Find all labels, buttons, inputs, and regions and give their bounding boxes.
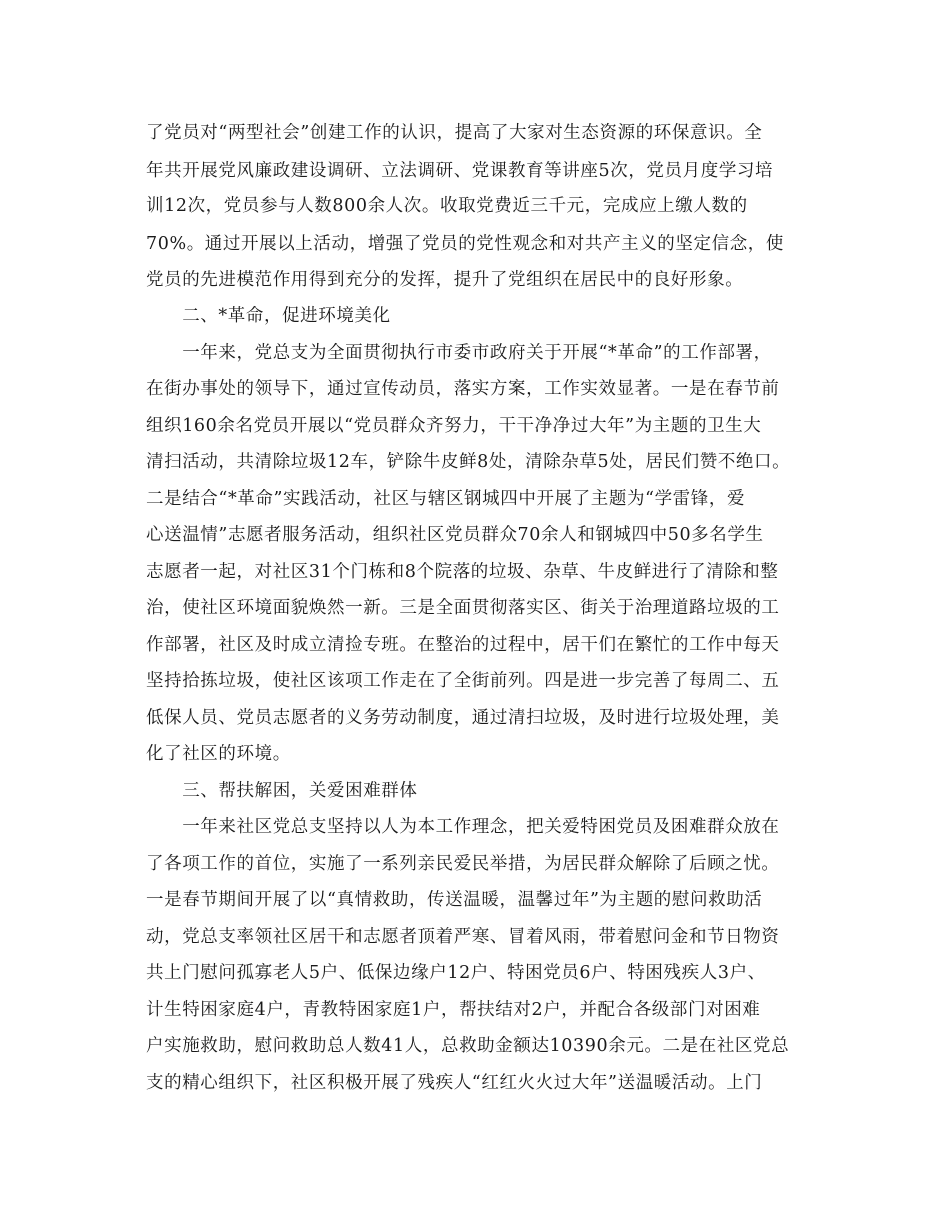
text-line: 动，党总支率领社区居干和志愿者顶着严寒、冒着风雨，带着慰问金和节日物资 — [146, 927, 780, 947]
text-line: 共上门慰问孤寡老人5户、低保边缘户12户、特困党员6户、特困残疾人3户、 — [146, 963, 766, 983]
text-line: 户实施救助，慰问救助总人数41人，总救助金额达10390余元。二是在社区党总 — [146, 1036, 790, 1056]
text-line: 支的精心组织下，社区积极开展了残疾人“红红火火过大年”送温暖活动。上门 — [146, 1073, 763, 1093]
text-line: 组织160余名党员开展以“党员群众齐努力，干干净净过大年”为主题的卫生大 — [146, 416, 762, 436]
text-line: 一年来社区党总支坚持以人为本工作理念，把关爱特困党员及困难群众放在 — [146, 817, 780, 837]
text-line: 了党员对“两型社会”创建工作的认识，提高了大家对生态资源的环保意识。全 — [146, 123, 763, 143]
text-line: 年共开展党风廉政建设调研、立法调研、党课教育等讲座5次，党员月度学习培 — [146, 161, 774, 181]
text-line: 治，使社区环境面貌焕然一新。三是全面贯彻落实区、街关于治理道路垃圾的工 — [146, 598, 780, 618]
text-line: 在街办事处的领导下，通过宣传动员，落实方案，工作实效显著。一是在春节前 — [146, 379, 780, 399]
text-line: 心送温情”志愿者服务活动，组织社区党员群众70余人和钢城四中50多名学生 — [146, 525, 764, 545]
text-line: 二是结合“*革命”实践活动，社区与辖区钢城四中开展了主题为“学雷锋，爱 — [146, 489, 746, 509]
text-line: 了各项工作的首位，实施了一系列亲民爱民举措，为居民群众解除了后顾之忧。 — [146, 854, 780, 874]
text-line: 化了社区的环境。 — [146, 744, 291, 764]
text-line: 一年来，党总支为全面贯彻执行市委市政府关于开展“*革命”的工作部署， — [146, 343, 772, 363]
text-line: 一是春节期间开展了以“真情救助，传送温暖，温馨过年”为主题的慰问救助活 — [146, 890, 763, 910]
section-heading: 三、帮扶解困，关爱困难群体 — [146, 781, 418, 801]
text-line: 低保人员、党员志愿者的义务劳动制度，通过清扫垃圾，及时进行垃圾处理，美 — [146, 708, 780, 728]
text-line: 训12次，党员参与人数800余人次。收取党费近三千元，完成应上缴人数的 — [146, 196, 748, 216]
text-line: 清扫活动，共清除垃圾12车，铲除牛皮鲜8处，清除杂草5处，居民们赞不绝口。 — [146, 452, 791, 472]
text-line: 坚持拾拣垃圾，使社区该项工作走在了全街前列。四是进一步完善了每周二、五 — [146, 671, 780, 691]
text-line: 志愿者一起，对社区31个门栋和8个院落的垃圾、杂草、牛皮鲜进行了清除和整 — [146, 562, 779, 582]
text-line: 计生特困家庭4户，青教特困家庭1户，帮扶结对2户，并配合各级部门对困难 — [146, 1000, 761, 1020]
text-line: 作部署，社区及时成立清捡专班。在整治的过程中，居干们在繁忙的工作中每天 — [146, 635, 780, 655]
text-line: 70%。通过开展以上活动，增强了党员的党性观念和对共产主义的坚定信念，使 — [146, 234, 784, 254]
text-line: 党员的先进模范作用得到充分的发挥，提升了党组织在居民中的良好形象。 — [146, 270, 744, 290]
section-heading: 二、*革命，促进环境美化 — [146, 306, 391, 326]
